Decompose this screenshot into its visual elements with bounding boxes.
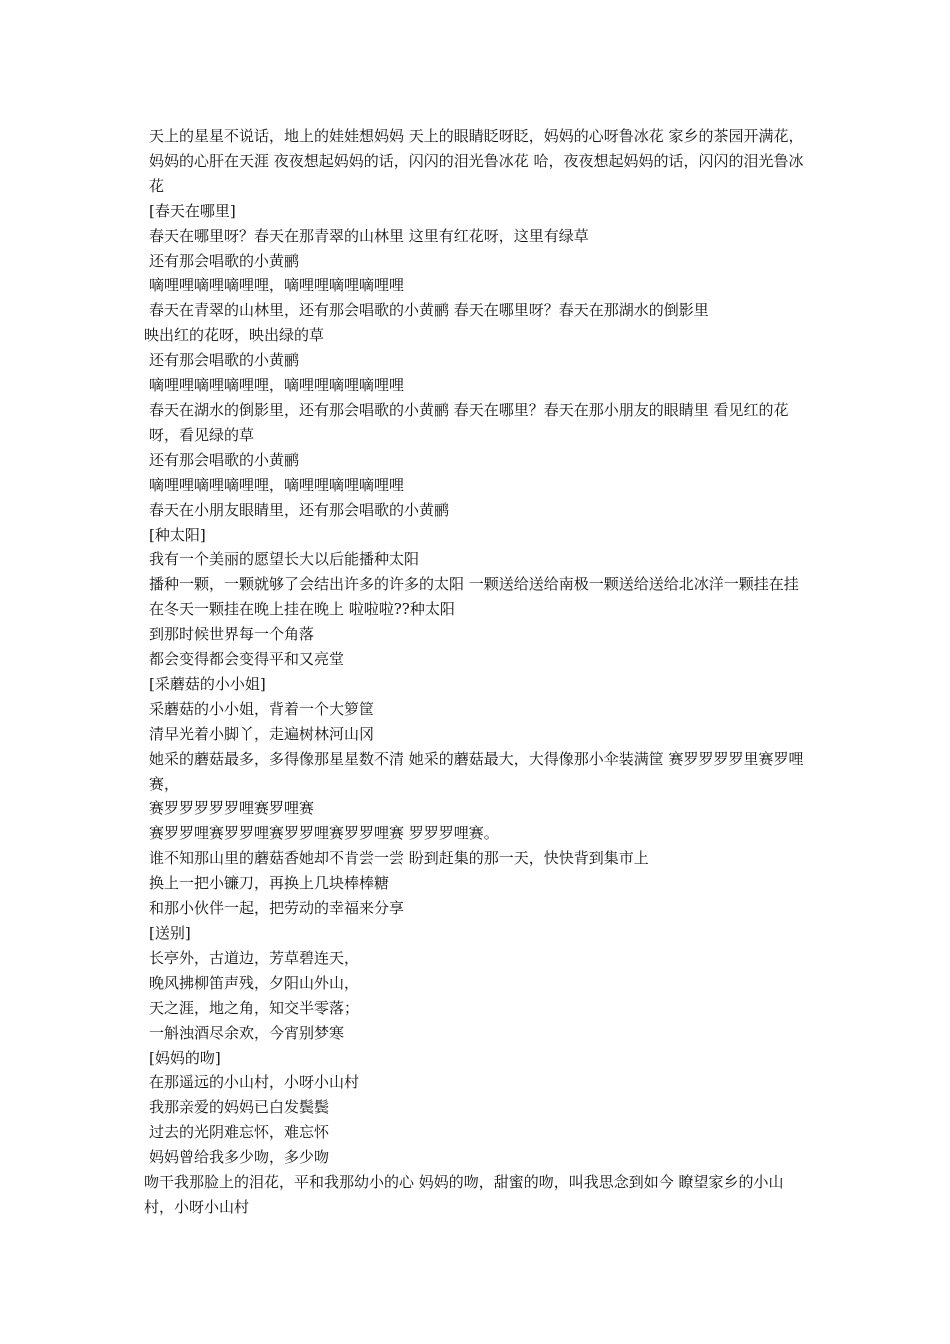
lyric-line: 还有那会唱歌的小黄鹂 (149, 450, 300, 469)
song-title: [送别] (149, 924, 191, 942)
lyric-line: 还有那会唱歌的小黄鹂 (149, 251, 300, 270)
song-title: [采蘑菇的小小姐] (149, 674, 266, 693)
lyric-line: 赛罗罗哩赛罗罗哩赛罗罗哩赛罗罗哩赛 罗罗罗哩赛。 (149, 824, 499, 843)
lyric-line: 一斛浊酒尽余欢，今宵别梦寒 (149, 1023, 345, 1042)
lyric-line: 还有那会唱歌的小黄鹂 (149, 351, 300, 370)
document-body (144, 124, 810, 1220)
lyric-line: 春天在哪里呀？春天在那青翠的山林里 这里有红花呀，这里有绿草 (149, 226, 589, 245)
song-title: [妈妈的吻] (149, 1048, 221, 1067)
lyric-line: 换上一把小镰刀，再换上几块棒棒糖 (149, 874, 390, 893)
lyric-line: 她采的蘑菇最多，多得像那星星数不清 她采的蘑菇最大，大得像那小伞装满筐 赛罗罗罗罗里赛罗哩赛， (149, 749, 804, 793)
lyric-line: 和那小伙伴一起，把劳动的幸福来分享 (149, 899, 405, 918)
lyric-line: 谁不知那山里的蘑菇香她却不肯尝一尝 盼到赶集的那一天，快快背到集市上 (149, 849, 649, 868)
lyric-line: 嘀哩哩嘀哩嘀哩哩，嘀哩哩嘀哩嘀哩哩 (149, 276, 405, 295)
lyric-line: 我那亲爱的妈妈已白发鬓鬓 (149, 1098, 330, 1117)
lyric-line: 嘀哩哩嘀哩嘀哩哩，嘀哩哩嘀哩嘀哩哩 (149, 376, 405, 395)
lyric-line: 过去的光阴难忘怀，难忘怀 (149, 1123, 330, 1142)
lyric-line: 我有一个美丽的愿望长大以后能播种太阳 (149, 550, 420, 569)
lyric-line: 晚风拂柳笛声残，夕阳山外山， (149, 973, 360, 992)
lyric-line: 采蘑菇的小小姐，背着一个大箩筐 (149, 699, 375, 718)
lyric-line: 吻干我那脸上的泪花，平和我那幼小的心 妈妈的吻，甜蜜的吻，叫我思念到如今 瞭望家乡的小山村，小呀小山村 (144, 1173, 784, 1216)
lyric-line: 天之涯，地之角，知交半零落； (149, 998, 360, 1017)
lyric-line: 天上的星星不说话，地上的娃娃想妈妈 天上的眼睛眨呀眨，妈妈的心呀鲁冰花 家乡的茶园开满花，妈妈的心肝在天涯 夜夜想起妈妈的话，闪闪的泪光鲁冰花 哈，夜夜想起妈妈的话，闪闪的泪光鲁冰花 (149, 127, 804, 195)
lyric-line: 播种一颗，一颗就够了会结出许多的许多的太阳 一颗送给送给南极一颗送给送给北冰洋一颗挂在挂在冬天一颗挂在晚上挂在晚上 啦啦啦??种太阳 (149, 575, 799, 619)
lyric-line: 到那时候世界每一个角落 (149, 625, 315, 644)
lyric-line: 妈妈曾给我多少吻，多少吻 (149, 1148, 330, 1167)
lyric-line: 春天在湖水的倒影里，还有那会唱歌的小黄鹂 春天在哪里？春天在那小朋友的眼睛里 看见红的花呀，看见绿的草 (149, 400, 789, 444)
lyric-line: 嘀哩哩嘀哩嘀哩哩，嘀哩哩嘀哩嘀哩哩 (149, 475, 405, 494)
lyric-line: 赛罗罗罗罗罗哩赛罗哩赛 (149, 799, 315, 818)
lyric-line: 映出红的花呀，映出绿的草 (144, 326, 325, 345)
song-title: [春天在哪里] (149, 201, 236, 220)
lyric-line: 春天在青翠的山林里，还有那会唱歌的小黄鹂 春天在哪里呀？春天在那湖水的倒影里 (149, 301, 709, 320)
lyric-line: 在那遥远的小山村，小呀小山村 (149, 1073, 360, 1092)
lyric-line: 清早光着小脚丫，走遍树林河山冈 (149, 724, 375, 743)
lyric-line: 春天在小朋友眼睛里，还有那会唱歌的小黄鹂 (149, 500, 450, 519)
song-title: [种太阳] (149, 525, 206, 544)
lyric-line: 长亭外，古道边，芳草碧连天， (149, 948, 360, 967)
lyric-line: 都会变得都会变得平和又亮堂 (149, 650, 345, 669)
